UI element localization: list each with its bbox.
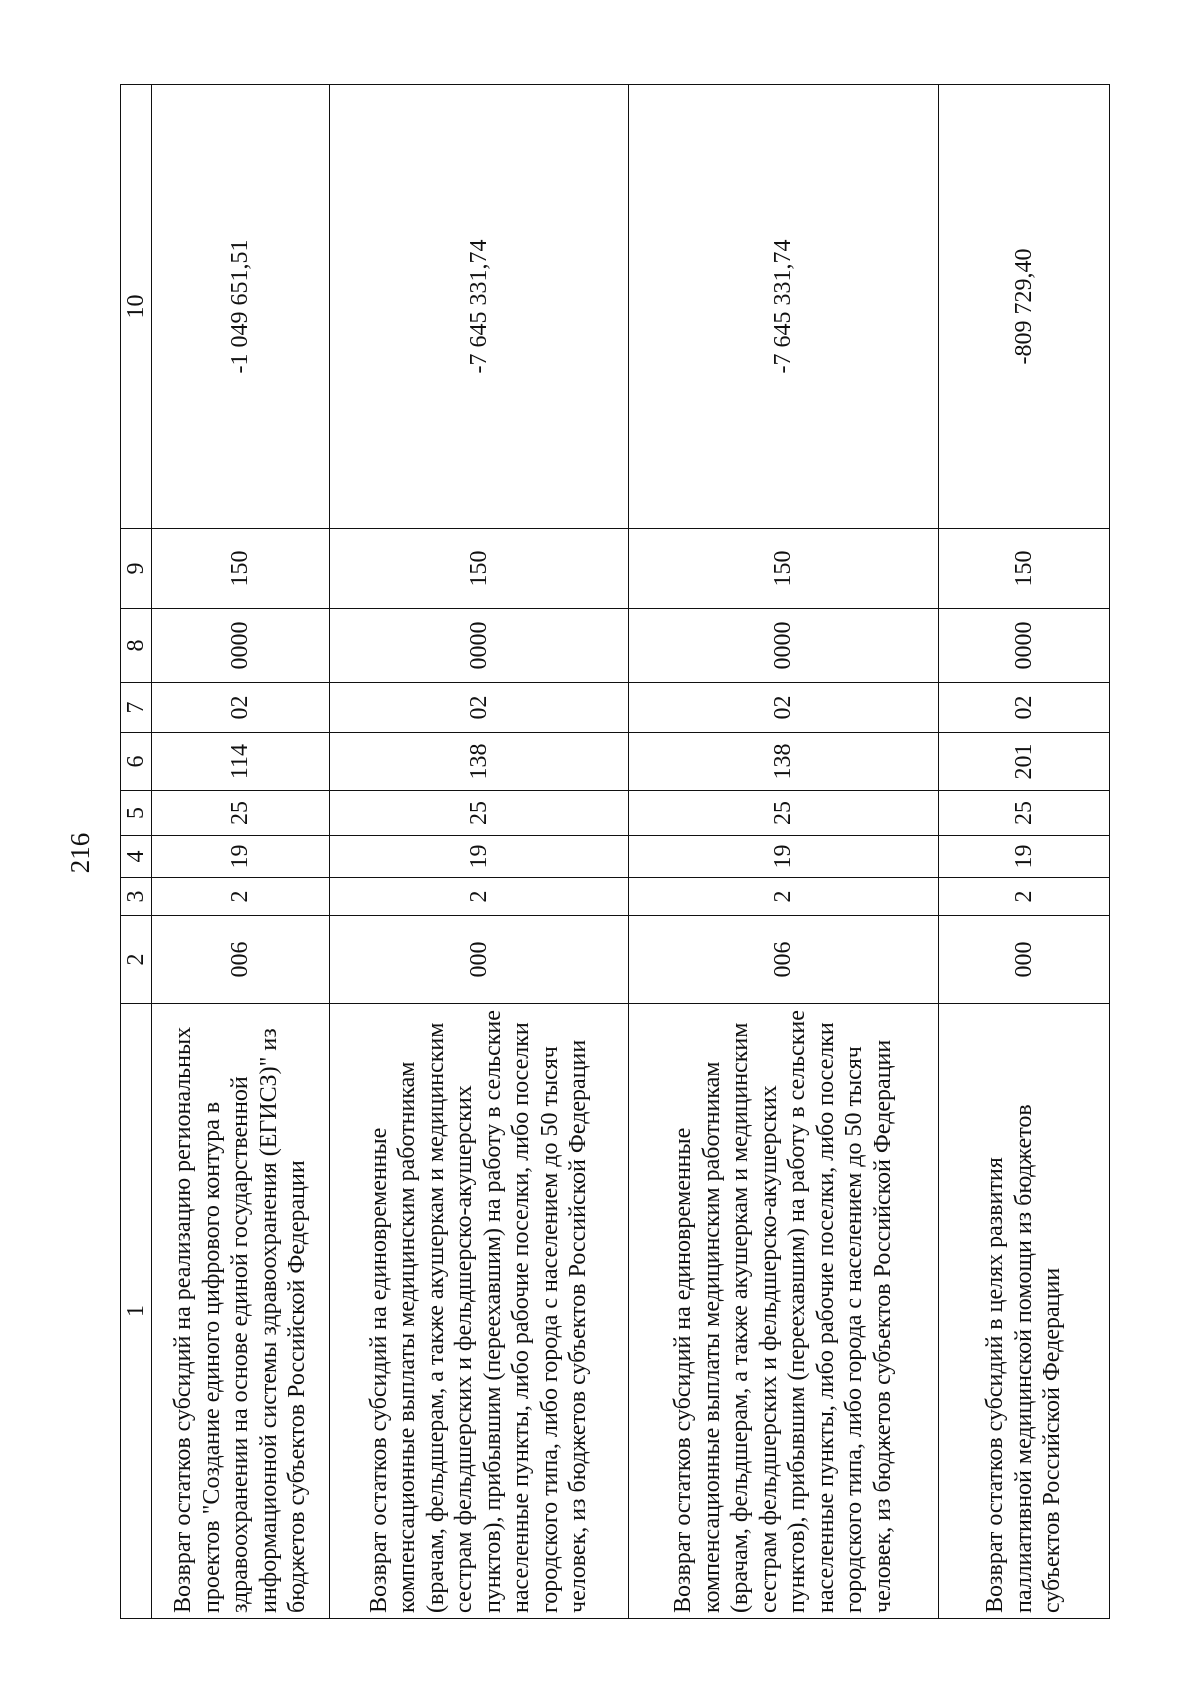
code-cell: 150	[628, 529, 939, 609]
code-cell: 2	[628, 878, 939, 916]
header-cell: 1	[121, 1004, 152, 1619]
code-cell: 2	[152, 878, 330, 916]
code-cell: 25	[152, 791, 330, 836]
rotated-table-container	[120, 85, 1110, 1619]
code-cell: 006	[628, 916, 939, 1004]
table-row	[939, 85, 1110, 1619]
code-cell: 25	[939, 791, 1110, 836]
code-cell: 25	[330, 791, 629, 836]
code-cell: 19	[628, 836, 939, 878]
header-cell: 4	[121, 836, 152, 878]
code-cell: 02	[152, 683, 330, 733]
code-cell: 114	[152, 733, 330, 791]
amount-cell: -809 729,40	[939, 85, 1110, 529]
code-cell: 150	[330, 529, 629, 609]
code-cell: 138	[330, 733, 629, 791]
code-cell: 02	[330, 683, 629, 733]
header-row	[121, 85, 152, 1619]
code-cell: 150	[939, 529, 1110, 609]
amount-cell: -7 645 331,74	[330, 85, 629, 529]
amount-cell: -7 645 331,74	[628, 85, 939, 529]
code-cell: 02	[628, 683, 939, 733]
code-cell: 000	[330, 916, 629, 1004]
description-cell: Возврат остатков субсидий на единовременные компенсационные выплаты медицинским работникам (врачам, фельдшерам, а также акушеркам и медицинским сестрам фельдшерских и фельдшерско-акушерских пунктов), прибывшим (переехавшим) на работу в сельские населенные пункты, либо рабочие поселки, либо поселки городского типа, либо города с населением до 50 тысяч человек, из бюджетов субъектов Российской Федерации	[330, 1004, 629, 1619]
code-cell: 0000	[628, 609, 939, 683]
header-cell: 8	[121, 609, 152, 683]
code-cell: 19	[152, 836, 330, 878]
code-cell: 201	[939, 733, 1110, 791]
header-cell: 5	[121, 791, 152, 836]
budget-table	[120, 84, 1110, 1619]
header-cell: 2	[121, 916, 152, 1004]
code-cell: 19	[939, 836, 1110, 878]
code-cell: 138	[628, 733, 939, 791]
code-cell: 0000	[152, 609, 330, 683]
table-row	[152, 85, 330, 1619]
table-row	[628, 85, 939, 1619]
header-cell: 10	[121, 85, 152, 529]
amount-cell: -1 049 651,51	[152, 85, 330, 529]
header-cell: 3	[121, 878, 152, 916]
code-cell: 02	[939, 683, 1110, 733]
header-cell: 6	[121, 733, 152, 791]
description-cell: Возврат остатков субсидий в целях развития паллиативной медицинской помощи из бюджетов субъектов Российской Федерации	[939, 1004, 1110, 1619]
code-cell: 0000	[939, 609, 1110, 683]
page-number: 216	[65, 832, 95, 874]
code-cell: 25	[628, 791, 939, 836]
header-cell: 7	[121, 683, 152, 733]
code-cell: 2	[939, 878, 1110, 916]
code-cell: 006	[152, 916, 330, 1004]
code-cell: 2	[330, 878, 629, 916]
code-cell: 19	[330, 836, 629, 878]
code-cell: 150	[152, 529, 330, 609]
code-cell: 000	[939, 916, 1110, 1004]
description-cell: Возврат остатков субсидий на реализацию региональных проектов "Создание единого цифрового контура в здравоохранении на основе единой государственной информационной системы здравоохранения (ЕГИСЗ)" из бюджетов субъектов Российской Федерации	[152, 1004, 330, 1619]
table-row	[330, 85, 629, 1619]
description-cell: Возврат остатков субсидий на единовременные компенсационные выплаты медицинским работникам (врачам, фельдшерам, а также акушеркам и медицинским сестрам фельдшерских и фельдшерско-акушерских пунктов), прибывшим (переехавшим) на работу в сельские населенные пункты, либо рабочие поселки, либо поселки городского типа, либо города с населением до 50 тысяч человек, из бюджетов субъектов Российской Федерации	[628, 1004, 939, 1619]
code-cell: 0000	[330, 609, 629, 683]
header-cell: 9	[121, 529, 152, 609]
